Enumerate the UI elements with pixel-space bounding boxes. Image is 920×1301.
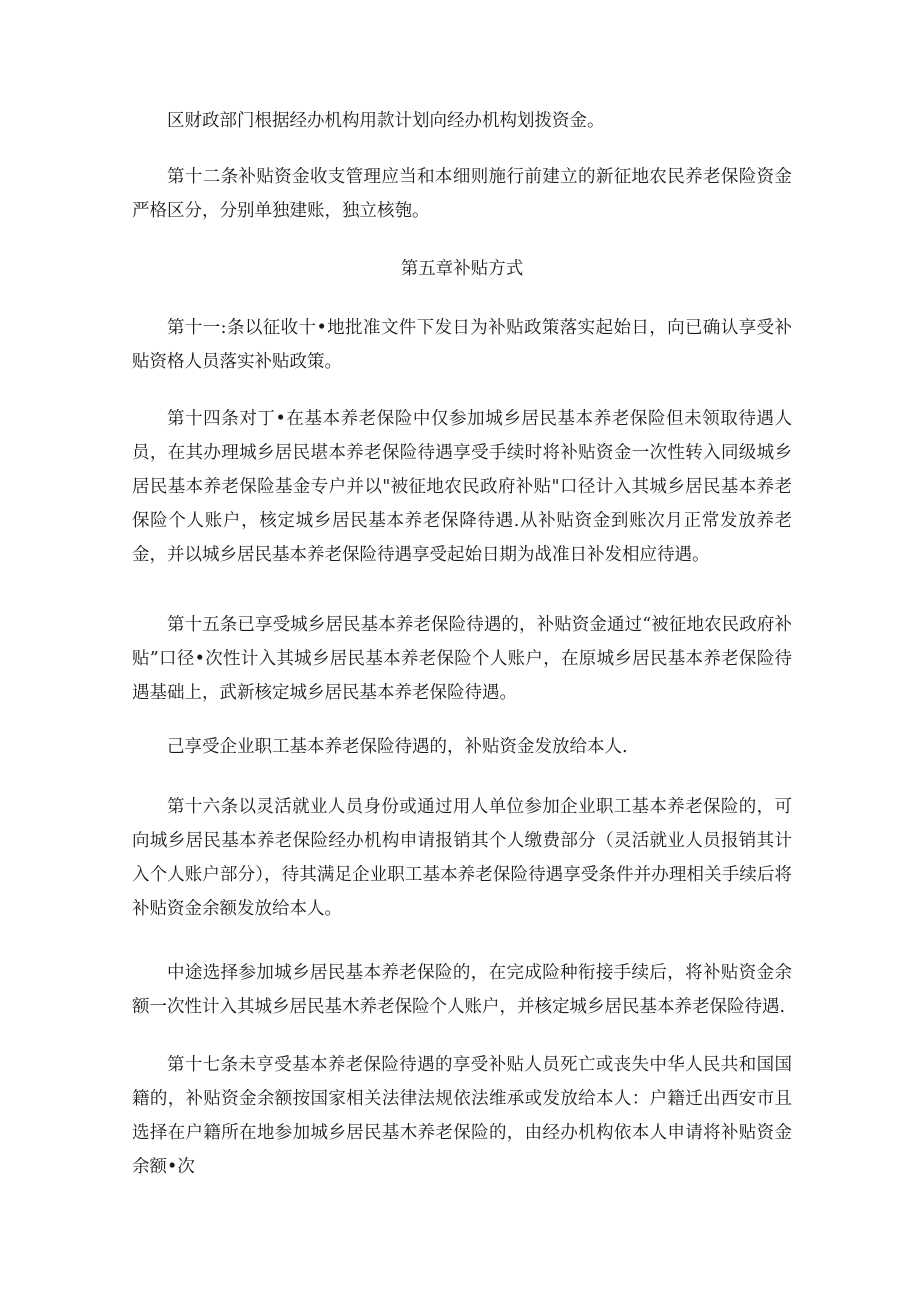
paragraph-midway-transfer: 中途选择参加城乡居民基本养老保险的，在完成险种衔接手续后，将补贴资金余额一次性计入其城乡居民基木养老保险个人账户，并核定城乡居民基本养老保险待遇. bbox=[132, 963, 792, 1017]
paragraph-article-14: 第十四条对丁•在基本养老保险中仅参加城乡居民基本养老保险但未领取待遇人员，在其办理城乡居民堪本养老保险待遇享受手续时将补贴资金一次性转入同级城乡居民基本养老保险基金专户并以"被征地农民政府补贴"口径计入其城乡居民基本养老保险个人账户，核定城乡居民基本养老保降待遇.从补贴资金到账次月正常发放养老金，并以城乡居民基本养老保险待遇享受起始日期为战准日补发相应待遇。 bbox=[132, 409, 792, 565]
paragraph-article-13: 第十一:条以征收十•地批准文件下发日为补贴政策落实起始日，向已确认享受补贴资格人员落实补贴政策。 bbox=[132, 318, 792, 372]
paragraph-article-15: 第十五条已享受城乡居民基本养老保险待遇的，补贴资金通过“被征地农民政府补贴”口径•次性计入其城乡居民基本养老保险个人账户，在原城乡居民基本养老保险待遇基础上，武新核定城乡居民基本养老保险待遇。 bbox=[132, 615, 792, 703]
paragraph-article-12: 第十二条补贴资金收支管理应当和本细则施行前建立的新征地农民养老保险资金严格区分，分别单独建账，独立核匏。 bbox=[132, 167, 792, 221]
paragraph-article-16: 第十六条以灵活就业人员身份或通过用人单位参加企业职工基本养老保险的，可向城乡居民基本养老保险经办机构申请报销其个人缴费部分（灵活就业人员报销其计入个人账户部分），待其满足企业职工基本养老保险待遇享受条件并办理相关手续后将补贴资金余额发放给本人。 bbox=[132, 797, 792, 919]
paragraph-enterprise-pension: 己享受企业职工基本养老保险待遇的，补贴资金发放给本人. bbox=[167, 737, 628, 757]
paragraph-article-17: 第十七条未亨受基本养老保险待遇的享受补贴人员死亡或丧失中华人民共和国国籍的，补贴资金余额按国家相关法律法规依法维承或发放给本人：户籍迁出西安市且选择在户籍所在地参加城乡居民基木养老保险的，由经办机构依本人申请将补贴资金余额•次 bbox=[132, 1055, 792, 1177]
chapter-heading: 第五章补贴方式 bbox=[400, 259, 524, 279]
paragraph-fund-allocation: 区财政部门根据经办机构用款计划向经办机构划拨资金。 bbox=[167, 111, 605, 131]
